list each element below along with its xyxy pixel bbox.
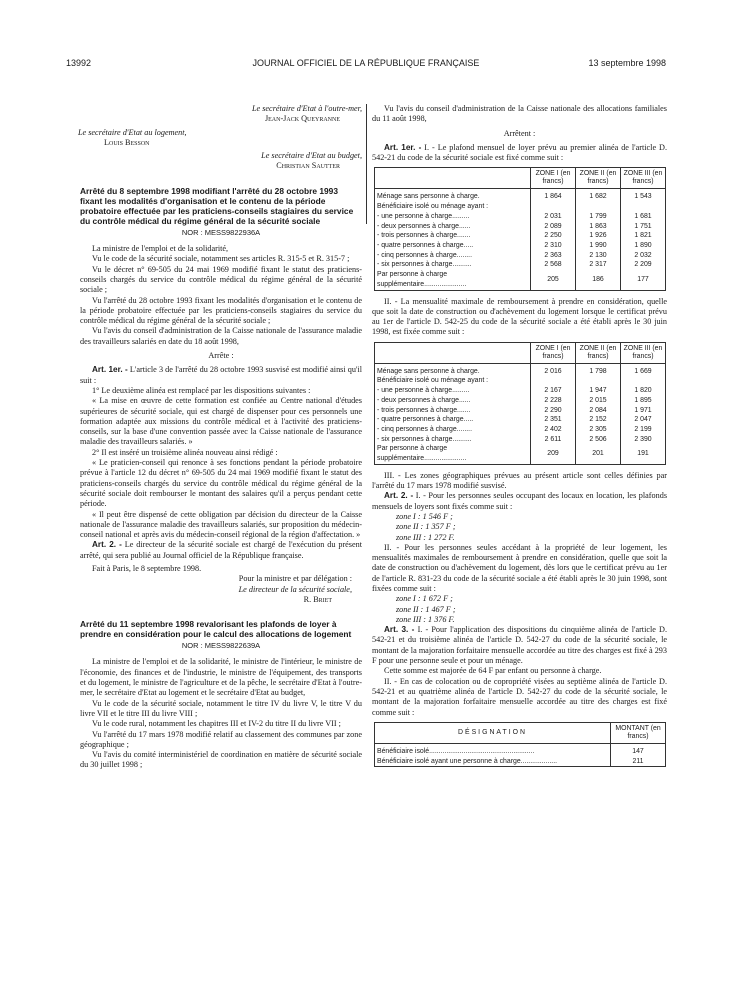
left-column — [80, 104, 362, 771]
table-header: DÉSIGNATION — [375, 722, 611, 743]
cell-value: 191 — [621, 444, 666, 464]
signatory-name: R. Briet — [303, 594, 332, 604]
row-label: - deux personnes à charge...... — [375, 396, 531, 406]
paragraph: III. - Les zones géographiques prévues au présent article sont celles définies par l'arrêté du 17 mars 1978 modifié susvisé. — [372, 470, 667, 491]
cell-value: 2 390 — [621, 435, 666, 445]
cell-value: 2 015 — [576, 396, 621, 406]
nor-reference: NOR : MESS9822639A — [181, 641, 261, 651]
paragraph: II. - En cas de colocation ou de copropriété visées au septième alinéa de l'article D. 542-21 et au quatrième alinéa de l'article D. 542-27 du code de la sécurité sociale, le montant de la majoration forfaitaire mensuelle accordée au titre des charges est fixé comme suit : — [372, 676, 667, 717]
table-row — [375, 444, 666, 464]
signatory-title: Le secrétaire d'Etat à l'outre-mer, — [252, 104, 362, 113]
table-header: MONTANT (en francs) — [611, 722, 666, 743]
table-row — [375, 435, 666, 445]
row-label: Par personne à charge supplémentaire...................... — [375, 270, 531, 290]
table-row — [375, 212, 666, 222]
cell-value — [531, 376, 576, 386]
table-header: ZONE I (en francs) — [531, 168, 576, 189]
cell-value: 2 032 — [621, 251, 666, 261]
cell-value: 201 — [576, 444, 621, 464]
row-label: Bénéficiaire isolé ou ménage ayant : — [375, 376, 531, 386]
rent-ceiling-table — [374, 167, 666, 290]
zone-value: zone III : 1 376 F. — [396, 614, 455, 624]
row-label: - quatre personnes à charge..... — [375, 415, 531, 425]
table-row — [375, 202, 666, 212]
row-label: - une personne à charge......... — [375, 212, 531, 222]
cell-value: 2 568 — [531, 260, 576, 270]
delegation: Pour la ministre et par délégation : — [238, 574, 352, 584]
table-header: ZONE I (en francs) — [531, 342, 576, 363]
row-label: - trois personnes à charge....... — [375, 231, 531, 241]
cell-value: 177 — [621, 270, 666, 290]
repayment-table — [374, 342, 666, 465]
zone-value: zone II : 1 357 F ; — [396, 522, 456, 532]
article — [372, 491, 667, 512]
cell-value — [621, 202, 666, 212]
cell-value: 1 890 — [621, 241, 666, 251]
zone-value: zone II : 1 467 F ; — [396, 604, 456, 614]
cell-value: 2 152 — [576, 415, 621, 425]
table-header: ZONE III (en francs) — [621, 342, 666, 363]
article-number: Art. 3. - — [384, 625, 415, 635]
cell-value: 2 047 — [621, 415, 666, 425]
article — [372, 625, 667, 666]
table-row — [375, 241, 666, 251]
row-label: Ménage sans personne à charge. — [375, 189, 531, 202]
row-label: - cinq personnes à charge........ — [375, 251, 531, 261]
article-text: I. - Pour l'application des dispositions du cinquième alinéa de l'article D. 542-21 et du troisième alinéa de l'article D. 542-27 du code de la sécurité sociale, le montant de la majoration forfaitaire mensuelle accordée au titre des charges est fixé à 293 F pour une personne seule et pour un ménage. — [372, 625, 668, 666]
row-label: - deux personnes à charge...... — [375, 222, 531, 232]
paragraph: Vu le décret n° 69-505 du 24 mai 1969 modifié fixant le statut des praticiens-conseils chargés du service du contrôle médical du régime général de la sécurité sociale ; — [80, 264, 362, 295]
cell-value: 2 363 — [531, 251, 576, 261]
cell-value: 2 351 — [531, 415, 576, 425]
article-text: I. - Le plafond mensuel de loyer prévu au premier alinéa de l'article D. 542-21 du code de la sécurité sociale est fixé comme suit : — [372, 142, 668, 163]
decree-title: Arrêté du 8 septembre 1998 modifiant l'arrêté du 28 octobre 1993 fixant les modalités d'organisation et le contenu de la période probatoire effectuée par les praticiens-conseils stagiaires du service du contrôle médical du régime général de la sécurité sociale — [80, 185, 354, 226]
paragraph: Cette somme est majorée de 64 F par enfant ou personne à charge. — [384, 666, 602, 676]
cell-value: 209 — [531, 444, 576, 464]
row-label: - six personnes à charge.......... — [375, 435, 531, 445]
zone-value: zone I : 1 672 F ; — [396, 594, 453, 604]
cell-value — [621, 376, 666, 386]
row-label: Bénéficiaire isolé ou ménage ayant : — [375, 202, 531, 212]
cell-value: 1 863 — [576, 222, 621, 232]
decree-title: Arrêté du 11 septembre 1998 revalorisant les plafonds de loyer à prendre en considération pour le calcul des allocations de logement — [80, 619, 352, 640]
paragraph: 2° Il est inséré un troisième alinéa nouveau ainsi rédigé : — [92, 447, 278, 457]
signatory-name: Louis Besson — [104, 137, 150, 147]
cell-value: 2 130 — [576, 251, 621, 261]
paragraph: II. - La mensualité maximale de remboursement à prendre en considération, quelle que soit la date de construction ou d'achèvement du logement lorsque le certificat prévu au 1er de l'article D. 542-25 du code de la sécurité sociale a été établi après le 30 juin 1998, est fixée comme suit : — [372, 296, 667, 337]
article-number: Art. 2. - — [92, 540, 122, 550]
table-row — [375, 222, 666, 232]
paragraph: Vu l'avis du conseil d'administration de la Caisse nationale de l'assurance maladie des travailleurs salariés en date du 18 août 1998, — [80, 326, 362, 346]
cell-value: 2 167 — [531, 386, 576, 396]
table-row — [375, 425, 666, 435]
paragraph: 1° Le deuxième alinéa est remplacé par les dispositions suivantes : — [92, 385, 311, 395]
cell-value: 1 971 — [621, 406, 666, 416]
cell-value: 2 199 — [621, 425, 666, 435]
paragraph: « Le praticien-conseil qui renonce à ses fonctions pendant la période probatoire prévue à l'article 12 du décret n° 69-505 du 24 mai 1969 modifié fixant le statut des praticiens-conseils chargés du service du contrôle médical du régime général de la sécurité sociale doit rembourser le montant des salaires qu'il a perçus pendant cette période. — [80, 458, 362, 509]
article-text: Le directeur de la sécurité sociale est chargé de l'exécution du présent arrêté, qui sera publié au Journal officiel de la République française. — [80, 540, 362, 560]
arrete-heading: Arrêtent : — [503, 128, 536, 138]
table-row — [375, 251, 666, 261]
cell-value: 1 820 — [621, 386, 666, 396]
table-header: ZONE II (en francs) — [576, 168, 621, 189]
cell-value: 2 250 — [531, 231, 576, 241]
article-number: Art. 2. - — [384, 491, 414, 501]
paragraph: Vu le code rural, notamment les chapitres III et IV-2 du titre II du livre VII ; — [92, 719, 341, 729]
right-column — [372, 104, 667, 773]
cell-value: 2 611 — [531, 435, 576, 445]
table-row — [375, 270, 666, 290]
cell-value: 1 799 — [576, 212, 621, 222]
row-label: - cinq personnes à charge........ — [375, 425, 531, 435]
paragraph: Fait à Paris, le 8 septembre 1998. — [92, 563, 202, 573]
cell-value: 2 089 — [531, 222, 576, 232]
cell-value: 1 895 — [621, 396, 666, 406]
cell-value: 1 926 — [576, 231, 621, 241]
cell-value: 1 821 — [621, 231, 666, 241]
cell-value — [531, 202, 576, 212]
signatory-title: Le directeur de la sécurité sociale, — [238, 584, 352, 594]
signatory-title: Le secrétaire d'Etat au budget, — [261, 151, 362, 161]
signatory-name: Christian Sautter — [276, 161, 340, 171]
table-header: ZONE II (en francs) — [576, 342, 621, 363]
table-header-empty — [375, 342, 531, 363]
paragraph: Vu l'avis du comité interministériel de coordination en matière de sécurité sociale du 30 juillet 1998 ; — [80, 750, 362, 770]
table-row — [375, 189, 666, 202]
cell-value: 2 317 — [576, 260, 621, 270]
cell-value: 2 209 — [621, 260, 666, 270]
cell-value: 2 031 — [531, 212, 576, 222]
article-number: Art. 1er. - — [384, 142, 422, 152]
cell-value: 1 682 — [576, 189, 621, 202]
paragraph: « Il peut être dispensé de cette obligation par décision du directeur de la Caisse nationale de l'assurance maladie des travailleurs salariés, sur proposition du médecin-conseil national et après avis du médecin-conseil régional de la région d'affectation. » — [80, 509, 362, 540]
journal-title: JOURNAL OFFICIEL DE LA RÉPUBLIQUE FRANÇAISE — [252, 58, 480, 68]
article-text: L'article 3 de l'arrêté du 28 octobre 1993 susvisé est modifié ainsi qu'il suit : — [80, 365, 362, 385]
issue-date: 13 septembre 1998 — [588, 58, 666, 68]
table-row — [375, 415, 666, 425]
table-row — [375, 376, 666, 386]
table-row — [375, 260, 666, 270]
cell-value: 1 543 — [621, 189, 666, 202]
page-header — [66, 58, 666, 72]
cell-value — [576, 376, 621, 386]
article-number: Art. 1er. - — [92, 365, 128, 375]
cell-value: 2 506 — [576, 435, 621, 445]
cell-value: 2 228 — [531, 396, 576, 406]
cell-value: 186 — [576, 270, 621, 290]
cell-value: 1 947 — [576, 386, 621, 396]
article — [80, 365, 362, 386]
paragraph: Vu le code de la sécurité sociale, notamment le titre IV du livre V, le titre V du livre VII et le titre III du livre VIII ; — [80, 698, 362, 718]
table-row — [375, 743, 666, 756]
zone-value: zone I : 1 546 F ; — [396, 511, 453, 521]
row-label: Par personne à charge supplémentaire...................... — [375, 444, 531, 464]
table-row — [375, 406, 666, 416]
row-label: Ménage sans personne à charge. — [375, 363, 531, 376]
cell-value — [576, 202, 621, 212]
paragraph: La ministre de l'emploi et de la solidarité, le ministre de l'intérieur, le ministre de l'économie, des finances et de l'industrie, le ministre de l'équipement, des transports et du logement, le ministre de l'agriculture et de la pêche, le secrétaire d'Etat à l'outre-mer, le secrétaire d'Etat au logement et le secrétaire d'Etat au budget, — [80, 657, 362, 698]
page-number: 13992 — [66, 58, 92, 68]
paragraph: Vu l'arrêté du 28 octobre 1993 fixant les modalités d'organisation et le contenu de la période probatoire effectuée par les praticiens-conseils stagiaires du service du contrôle médical du régime général de la sécurité sociale ; — [80, 295, 362, 326]
signatory-title: Le secrétaire d'Etat au logement, — [78, 127, 187, 137]
cell-value: 2 305 — [576, 425, 621, 435]
table-header-empty — [375, 168, 531, 189]
cell-value: 1 669 — [621, 363, 666, 376]
arrete-heading: Arrête : — [208, 351, 234, 361]
table-row — [375, 231, 666, 241]
row-label: Bénéficiaire isolé ayant une personne à charge................... — [375, 757, 611, 767]
cell-value: 1 990 — [576, 241, 621, 251]
article — [372, 143, 667, 164]
signatory-name: Jean-Jack Queyranne — [264, 114, 340, 124]
table-row — [375, 386, 666, 396]
paragraph: « La mise en œuvre de cette formation est confiée au Centre national d'études supérieures de sécurité sociale, qui est chargé de dispenser pour ces personnels une formation adaptée aux missions du contrôle médical et à l'activité des praticiens-conseils, sur la base d'une convention passée avec la Caisse nationale de l'assurance maladie des travailleurs salariés. » — [80, 396, 362, 447]
table-row — [375, 396, 666, 406]
zone-value: zone III : 1 272 F. — [396, 532, 455, 542]
paragraph: Vu le code de la sécurité sociale, notamment ses articles R. 315-5 et R. 315-7 ; — [92, 254, 350, 264]
article — [80, 540, 362, 561]
cell-value: 205 — [531, 270, 576, 290]
paragraph: Vu l'arrêté du 17 mars 1978 modifié relatif au classement des communes par zone géographique ; — [80, 729, 362, 749]
column-separator — [366, 104, 367, 224]
table-row — [375, 757, 666, 767]
table-row — [375, 363, 666, 376]
cell-value: 2 310 — [531, 241, 576, 251]
paragraph: La ministre de l'emploi et de la solidarité, — [92, 244, 229, 254]
nor-reference: NOR : MESS9822936A — [181, 227, 261, 237]
row-label: - six personnes à charge.......... — [375, 260, 531, 270]
cell-value: 1 864 — [531, 189, 576, 202]
row-label: Bénéficiaire isolé....................................................... — [375, 743, 611, 756]
row-label: - une personne à charge......... — [375, 386, 531, 396]
article-text: I. - Pour les personnes seules occupant des locaux en location, les plafonds mensuels de loyers sont fixés comme suit : — [372, 491, 668, 511]
paragraph: Vu l'avis du conseil d'administration de la Caisse nationale des allocations familiales du 11 août 1998, — [372, 104, 667, 124]
cell-value: 1 751 — [621, 222, 666, 232]
paragraph: II. - Pour les personnes seules accédant à la propriété de leur logement, les mensualités maximales de remboursement à prendre en considération, quelle que soit la date de construction ou d'achèvement du logement, dès lors que le certificat prévu au 1er de l'article R. 831-23 du code de la sécurité sociale a été établi après le 30 juin 1998, sont fixées comme suit : — [372, 542, 667, 593]
cell-value: 211 — [611, 757, 666, 767]
charges-table — [374, 722, 666, 767]
cell-value: 1 798 — [576, 363, 621, 376]
cell-value: 1 681 — [621, 212, 666, 222]
cell-value: 2 402 — [531, 425, 576, 435]
cell-value: 2 084 — [576, 406, 621, 416]
row-label: - trois personnes à charge....... — [375, 406, 531, 416]
row-label: - quatre personnes à charge..... — [375, 241, 531, 251]
cell-value: 147 — [611, 743, 666, 756]
cell-value: 2 290 — [531, 406, 576, 416]
cell-value: 2 016 — [531, 363, 576, 376]
table-header: ZONE III (en francs) — [621, 168, 666, 189]
